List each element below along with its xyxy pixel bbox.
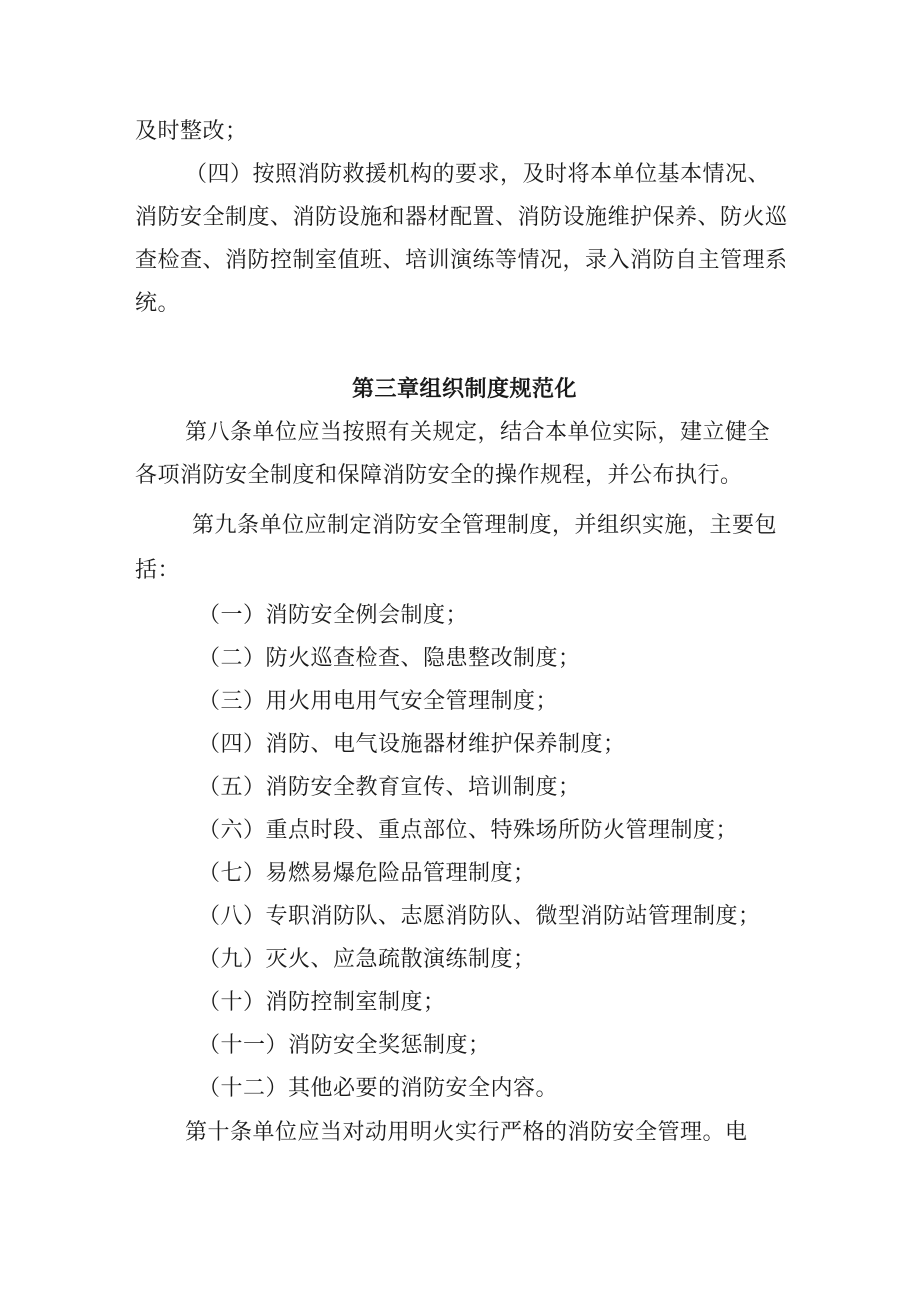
list-item: （一）消防安全例会制度； [198, 603, 469, 628]
list-item: （四）消防、电气设施器材维护保养制度； [198, 732, 626, 757]
list-item: （二）防火巡查检查、隐患整改制度； [198, 646, 581, 671]
list-item: （十）消防控制室制度； [198, 990, 446, 1015]
list-item: （十一）消防安全奖惩制度； [198, 1033, 491, 1058]
paragraph-line: 统。 [135, 291, 181, 316]
paragraph-line: 消防安全制度、消防设施和器材配置、消防设施维护保养、防火巡 [135, 205, 788, 230]
list-item: （十二）其他必要的消防安全内容。 [198, 1076, 559, 1101]
article-line: 括： [135, 558, 181, 583]
list-item: （六）重点时段、重点部位、特殊场所防火管理制度； [198, 818, 739, 843]
article-line: 第十条单位应当对动用明火实行严格的消防安全管理。电 [185, 1120, 748, 1145]
list-item: （五）消防安全教育宣传、培训制度； [198, 775, 581, 800]
list-item: （七）易燃易爆危险品管理制度； [198, 861, 536, 886]
article-line: 第九条单位应制定消防安全管理制度，并组织实施，主要包 [192, 513, 778, 538]
paragraph-line: （四）按照消防救援机构的要求，及时将本单位基本情况、 [185, 162, 771, 187]
list-item: （八）专职消防队、志愿消防队、微型消防站管理制度； [198, 904, 761, 929]
article-line: 各项消防安全制度和保障消防安全的操作规程，并公布执行。 [135, 463, 743, 488]
list-item: （九）灭火、应急疏散演练制度； [198, 947, 536, 972]
list-item: （三）用火用电用气安全管理制度； [198, 689, 559, 714]
paragraph-line: 及时整改； [135, 119, 248, 144]
chapter-heading: 第三章组织制度规范化 [352, 377, 578, 402]
article-line: 第八条单位应当按照有关规定，结合本单位实际，建立健全 [185, 420, 771, 445]
paragraph-line: 查检查、消防控制室值班、培训演练等情况，录入消防自主管理系 [135, 248, 788, 273]
